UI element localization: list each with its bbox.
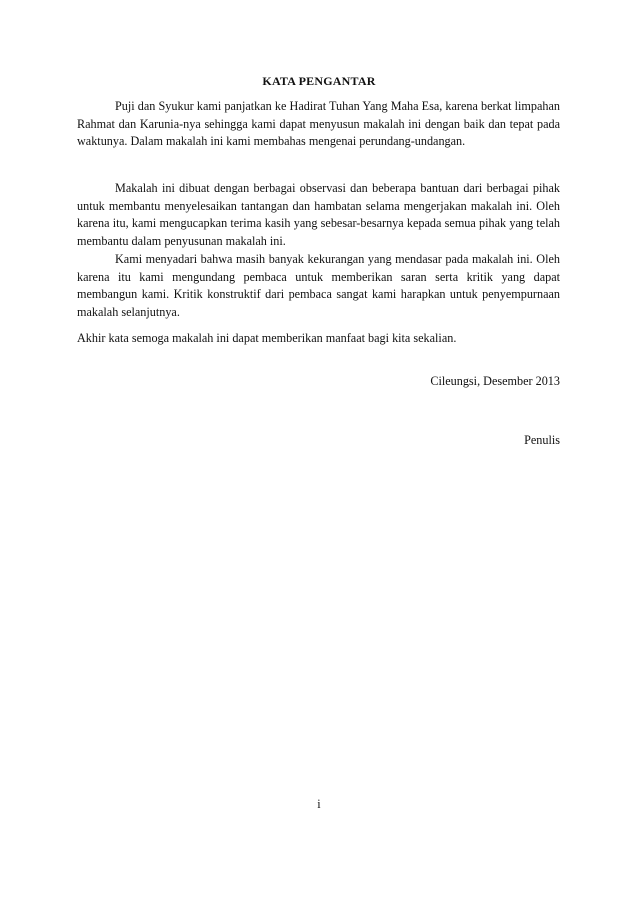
document-title: KATA PENGANTAR [262, 74, 376, 88]
place-date: Cileungsi, Desember 2013 [430, 374, 560, 388]
author-signature: Penulis [524, 433, 560, 447]
page-number: i [317, 797, 321, 811]
paragraph-acknowledgement: Makalah ini dibuat dengan berbagai observasi dan beberapa bantuan dari berbagai pihak untuk membantu menyelesaikan tantangan dan hambatan selama mengerjakan makalah ini. Oleh karena itu, kami mengucapkan terima kasih yang sebesar-besarnya kepada semua pihak yang telah membantu dalam penyusunan makalah ini. [77, 181, 560, 248]
paragraph-closing: Akhir kata semoga makalah ini dapat memberikan manfaat bagi kita sekalian. [77, 331, 457, 345]
paragraph-feedback: Kami menyadari bahwa masih banyak kekurangan yang mendasar pada makalah ini. Oleh karena itu kami mengundang pembaca untuk memberikan saran serta kritik yang dapat membangun kami. Kritik konstruktif dari pembaca sangat kami harapkan untuk penyempurnaan makalah selanjutnya. [77, 252, 560, 319]
paragraph-opening: Puji dan Syukur kami panjatkan ke Hadirat Tuhan Yang Maha Esa, karena berkat limpahan Rahmat dan Karunia-nya sehingga kami dapat menyusun makalah ini dengan baik dan tepat pada waktunya. Dalam makalah ini kami membahas mengenai perundang-undangan. [77, 99, 560, 149]
